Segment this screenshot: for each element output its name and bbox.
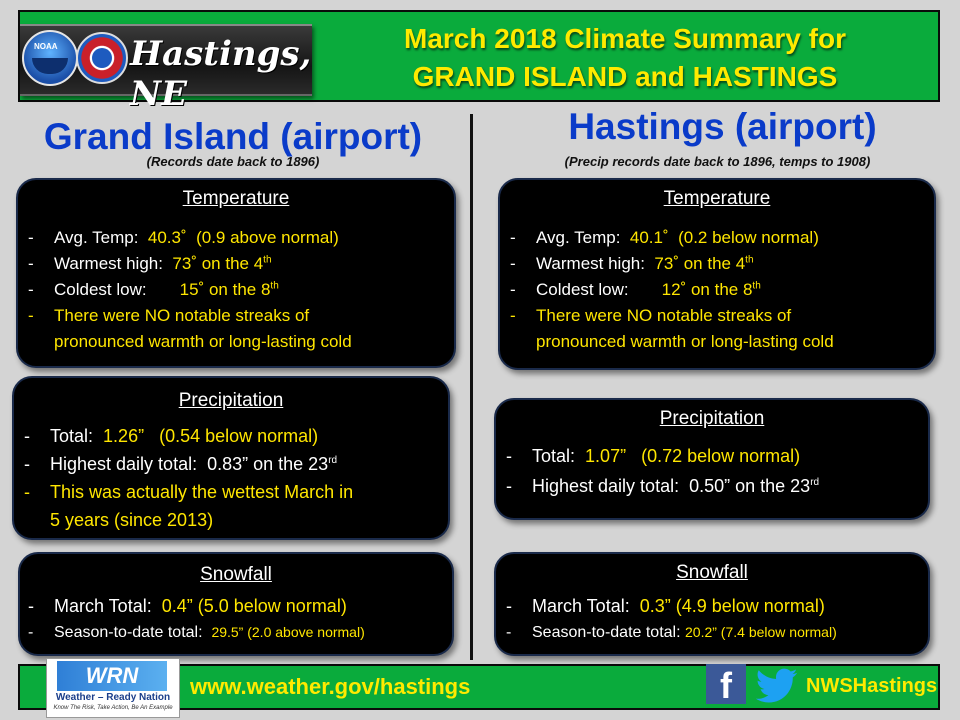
snow-season-label: Season-to-date total: [532, 624, 681, 641]
precip-total-row: - Total: 1.07” (0.72 below normal) [506, 446, 801, 466]
precip-total-label: Total: [50, 426, 94, 446]
snow-march-row: - March Total: 0.3” (4.9 below normal) [506, 596, 825, 616]
precipitation-heading: Precipitation [659, 408, 765, 429]
precip-daily-value: 0.50” on the 23rd [689, 476, 820, 496]
snow-season-label: Season-to-date total: [54, 624, 203, 641]
precipitation-heading: Precipitation [178, 390, 284, 411]
warmest-high-row: - Warmest high: 73˚ on the 4th [28, 254, 272, 273]
snow-march-value: 0.4” (5.0 below normal) [161, 596, 347, 616]
temperature-heading: Temperature [182, 188, 290, 209]
precip-total-note: (0.54 below normal) [159, 426, 319, 446]
snow-march-label: March Total: [54, 596, 152, 616]
column-divider [470, 114, 473, 660]
avg-temp-row: - Avg. Temp: 40.3˚ (0.9 above normal) [28, 228, 339, 247]
coldest-low-label: Coldest low: [54, 280, 147, 299]
wrn-logo-mark: WRN [57, 661, 167, 691]
title-line-2: GRAND ISLAND and HASTINGS [412, 61, 838, 92]
precip-daily-row: - Highest daily total: 0.50” on the 23rd [506, 476, 820, 496]
snow-season-value: 29.5” (2.0 above normal) [211, 624, 365, 640]
snow-march-label: March Total: [532, 596, 630, 616]
avg-temp-label: Avg. Temp: [536, 228, 621, 247]
warmest-high-row: - Warmest high: 73˚ on the 4th [510, 254, 754, 273]
hastings-temperature-panel [498, 178, 936, 370]
temperature-remark: - There were NO notable streaks of [28, 306, 310, 325]
noaa-logo-icon [22, 30, 78, 86]
footer-banner [18, 664, 940, 710]
hastings-precipitation-panel [494, 398, 930, 520]
hastings-snowfall-panel [494, 552, 930, 656]
precip-daily-label: Highest daily total: [50, 454, 198, 474]
weather-ready-nation-logo [46, 658, 180, 718]
grand-island-title: Grand Island (airport) [43, 116, 423, 157]
precip-daily-value: 0.83” on the 23rd [207, 454, 338, 474]
warmest-high-value: 73˚ on the 4th [172, 254, 272, 273]
hastings-title: Hastings (airport) [568, 106, 877, 147]
precip-total-row: - Total: 1.26” (0.54 below normal) [24, 426, 319, 446]
wrn-logo-tagline: Know The Risk, Take Action, Be An Example [53, 705, 173, 711]
grand-island-precipitation-panel [12, 376, 450, 540]
snowfall-heading: Snowfall [676, 562, 748, 583]
precip-total-note: (0.72 below normal) [641, 446, 801, 466]
avg-temp-value: 40.3˚ [147, 228, 187, 247]
website-link[interactable]: www.weather.gov/hastings [190, 674, 471, 699]
social-handle[interactable]: NWSHastings [806, 675, 938, 697]
coldest-low-value: 12˚ on the 8th [661, 280, 761, 299]
header-banner [18, 10, 940, 114]
grand-island-note: (Records date back to 1896) [146, 154, 320, 169]
avg-temp-row: - Avg. Temp: 40.1˚ (0.2 below normal) [510, 228, 819, 247]
nws-logo-icon [76, 32, 128, 84]
page-title [320, 20, 930, 96]
avg-temp-note: (0.2 below normal) [678, 228, 819, 247]
avg-temp-value: 40.1˚ [629, 228, 669, 247]
coldest-low-row: - Coldest low: 15˚ on the 8th [28, 280, 279, 299]
wrn-logo-name: Weather – Ready Nation [55, 692, 171, 703]
temperature-heading: Temperature [663, 188, 771, 209]
coldest-low-row: - Coldest low: 12˚ on the 8th [510, 280, 761, 299]
facebook-icon[interactable]: f [706, 664, 746, 704]
noaa-logo-text: NOAA [34, 42, 58, 51]
snowfall-heading: Snowfall [200, 564, 272, 585]
warmest-high-label: Warmest high: [536, 254, 645, 273]
office-name: Hastings, NE [130, 34, 312, 114]
snow-march-value: 0.3” (4.9 below normal) [639, 596, 825, 616]
snow-season-row: - Season-to-date total: 20.2” (7.4 below normal) [506, 624, 837, 641]
precipitation-remark: - This was actually the wettest March in [24, 482, 354, 502]
warmest-high-label: Warmest high: [54, 254, 163, 273]
hastings-note: (Precip records date back to 1896, temps to 1908) [564, 154, 871, 169]
coldest-low-value: 15˚ on the 8th [179, 280, 279, 299]
precip-total-value: 1.07” [585, 446, 627, 466]
grand-island-snowfall-panel [18, 552, 454, 656]
temperature-remark-line-2: pronounced warmth or long-lasting cold [54, 332, 352, 351]
precipitation-remark-line-2: 5 years (since 2013) [50, 510, 214, 530]
office-logo-box [20, 24, 312, 114]
warmest-high-value: 73˚ on the 4th [654, 254, 754, 273]
snow-season-value: 20.2” (7.4 below normal) [685, 624, 837, 640]
precip-total-label: Total: [532, 446, 576, 466]
title-line-1: March 2018 Climate Summary for [404, 23, 846, 54]
precip-total-value: 1.26” [103, 426, 145, 446]
grand-island-temperature-panel [16, 178, 456, 368]
avg-temp-label: Avg. Temp: [54, 228, 139, 247]
snow-march-row: - March Total: 0.4” (5.0 below normal) [28, 596, 347, 616]
temperature-remark: - There were NO notable streaks of [510, 306, 792, 325]
coldest-low-label: Coldest low: [536, 280, 629, 299]
temperature-remark-line-2: pronounced warmth or long-lasting cold [536, 332, 834, 351]
twitter-icon[interactable] [756, 668, 798, 704]
precip-daily-row: - Highest daily total: 0.83” on the 23rd [24, 454, 338, 474]
snow-season-row: - Season-to-date total: 29.5” (2.0 above normal) [28, 624, 365, 641]
precip-daily-label: Highest daily total: [532, 476, 680, 496]
avg-temp-note: (0.9 above normal) [196, 228, 339, 247]
